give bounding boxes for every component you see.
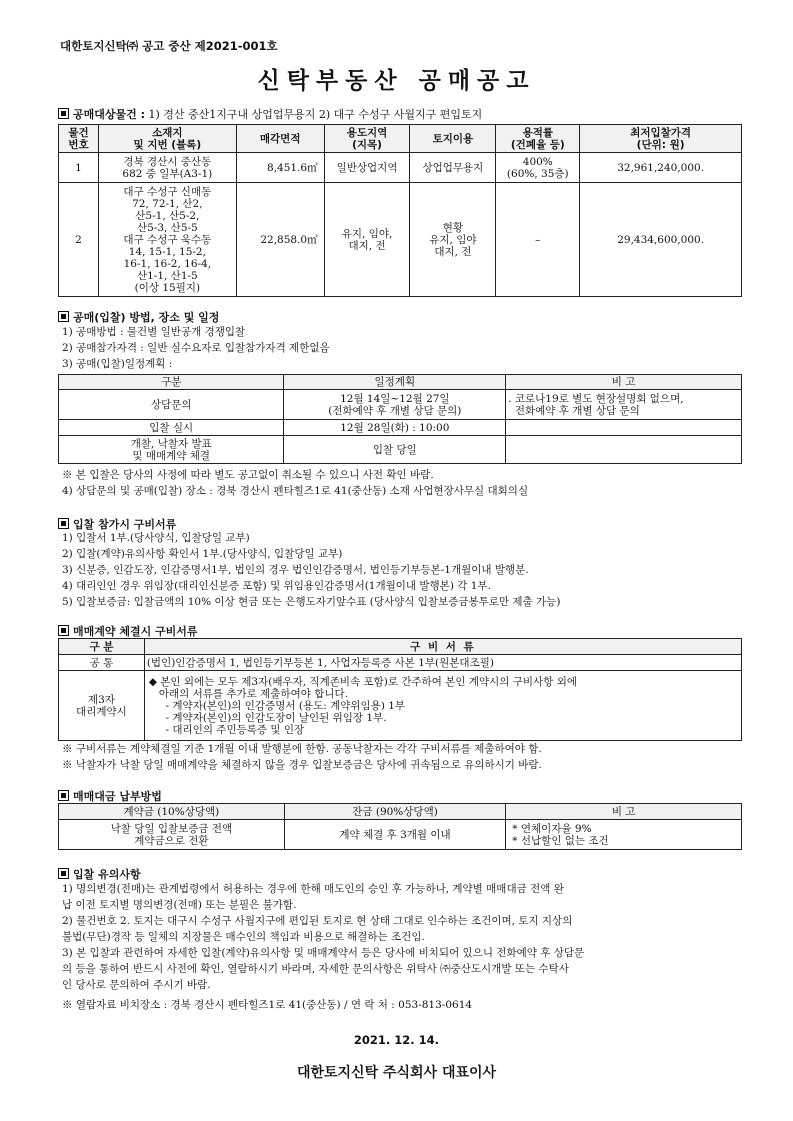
auction-method-lines — [62, 324, 330, 372]
contract-notes — [62, 741, 542, 773]
section-auction-method — [58, 309, 219, 325]
text-line: 1) 명의변경(전매)는 관계법령에서 허용하는 경우에 한해 매도인의 승인 후 가능하나, 계약별 매매대금 전액 완 — [62, 883, 564, 895]
section-bid-cautions — [58, 866, 141, 882]
table-cell: 12월 14일~12월 27일 (전화예약 후 개별 상담 문의) — [284, 390, 506, 420]
section-heading: 매매계약 체결시 구비서류 — [73, 625, 198, 638]
table-row — [59, 390, 742, 420]
square-bullet-icon — [58, 311, 69, 322]
text-line: 의 등을 통하여 반드시 사전에 확인, 열람하시기 바라며, 자세한 문의사항은 위탁사 ㈜중산도시개발 또는 수탁사 — [62, 963, 569, 975]
payment-table — [58, 803, 742, 850]
note-line: ※ 구비서류는 계약체결일 기준 1개월 이내 발행분에 한함. 공동낙찰자는 각각 구비서류를 제출하여야 함. — [62, 743, 542, 755]
table-cell — [144, 671, 741, 741]
section-heading: 입찰 참가시 구비서류 — [73, 518, 177, 531]
table-cell: 개찰, 낙찰자 발표 및 매매계약 체결 — [59, 436, 284, 464]
text-line: 5) 입찰보증금: 입찰금액의 10% 이상 현금 또는 은행도자기앞수표 (당사양식 입찰보증금봉투로만 제출 가능) — [62, 596, 561, 608]
col-header: 비 고 — [506, 804, 742, 820]
col-header: 계약금 (10%상당액) — [59, 804, 285, 820]
bid-documents-lines — [62, 530, 560, 610]
table-row — [59, 671, 742, 741]
col-header: 물건 번호 — [59, 125, 99, 153]
col-header: 용적률 (건폐율 등) — [496, 125, 580, 153]
table-cell: 입찰 당일 — [284, 436, 506, 464]
table-cell: 대구 수성구 신매동 72, 72-1, 산2, 산5-1, 산5-2, 산5-3, 산5-5 대구 수성구 욱수동 14, 15-1, 15-2, 16-1, 16-2, 16-4, 산1-1, 산1-5 (이상 15필지) — [98, 183, 236, 297]
text-line: 아래의 서류를 추가로 제출하여야 합니다. — [148, 687, 348, 700]
section-contract-documents — [58, 623, 198, 639]
note-line: ※ 낙찰자가 낙찰 당일 매매계약을 체결하지 않을 경우 입찰보증금은 당사에 귀속됨으로 유의하시기 바람. — [62, 759, 542, 771]
col-header: 비 고 — [506, 375, 742, 390]
section-heading: 입찰 유의사항 — [73, 868, 141, 881]
notice-title: 신탁부동산 공매공고 — [257, 68, 536, 94]
col-header: 토지이용 — [410, 125, 496, 153]
text-line: 2) 공매참가자격 : 일반 실수요자로 입찰참가자격 제한없음 — [62, 342, 330, 354]
col-header: 최저입찰가격 (단위: 원) — [580, 125, 742, 153]
section-target-property — [58, 106, 482, 122]
section-payment-method — [58, 788, 162, 804]
table-cell — [506, 436, 742, 464]
table-header-row — [59, 639, 742, 655]
note-line: 4) 상담문의 및 공매(입찰) 장소 : 경북 경산시 펜타힐즈1로 41(중산동) 소재 사업현장사무실 대회의실 — [62, 485, 529, 497]
text-line: - 대리인의 주민등록증 및 인장 — [148, 723, 305, 736]
text-line: 인 당사로 문의하여 주시기 바람. — [62, 979, 211, 991]
table-header-row — [59, 804, 742, 820]
col-header: 구 비 서 류 — [144, 639, 741, 655]
section-summary: 1) 경산 중산1지구내 상업업무용지 2) 대구 수성구 사월지구 편입토지 — [148, 108, 483, 121]
text-line: ◆ 본인 외에는 모두 제3자(배우자, 직계존비속 포함)로 간주하여 본인 계약시의 구비사항 외에 — [148, 675, 577, 688]
square-bullet-icon — [58, 108, 69, 119]
table-cell: 32,961,240,000. — [580, 153, 742, 183]
table-row — [59, 183, 742, 297]
col-header: 구분 — [59, 375, 284, 390]
table-row — [59, 420, 742, 436]
table-cell: . 코로나19로 별도 현장설명회 없으며, 전화예약 후 개별 상담 문의 — [506, 390, 742, 420]
col-header: 소재지 및 지번 (블록) — [98, 125, 236, 153]
table-header-row — [59, 125, 742, 153]
text-line: 1) 입찰서 1부.(당사양식, 입찰당일 교부) — [62, 532, 250, 544]
table-cell: 입찰 실시 — [59, 420, 284, 436]
text-line: 1) 공매방법 : 물건별 일반공개 경쟁입찰 — [62, 326, 246, 338]
col-header: 용도지역 (지목) — [324, 125, 410, 153]
table-cell: 낙찰 당일 입찰보증금 전액 계약금으로 전환 — [59, 820, 285, 850]
square-bullet-icon — [58, 625, 69, 636]
table-cell: 400% (60%, 35층) — [496, 153, 580, 183]
table-cell: 1 — [59, 153, 99, 183]
table-cell: 상업업무용지 — [410, 153, 496, 183]
col-header: 일정계획 — [284, 375, 506, 390]
text-line: 불법(무단)경작 등 일체의 지장물은 매수인의 책임과 비용으로 해결하는 조건임. — [62, 931, 425, 943]
table-cell: 경북 경산시 중산동 682 중 일부(A3-1) — [98, 153, 236, 183]
table-cell: 22,858.0㎡ — [236, 183, 324, 297]
text-line: 3) 공매(입찰)일정계획 : — [62, 358, 173, 370]
table-cell: 8,451.6㎡ — [236, 153, 324, 183]
text-line: 2) 입찰(계약)유의사항 확인서 1부.(당사양식, 입찰당일 교부) — [62, 548, 343, 560]
table-cell: 일반상업지역 — [324, 153, 410, 183]
contract-documents-table — [58, 638, 742, 741]
text-line: - 계약자(본인)의 인감증명서 (용도: 계약위임용) 1부 — [148, 699, 406, 712]
table-cell: 공 통 — [59, 655, 145, 671]
table-cell: 29,434,600,000. — [580, 183, 742, 297]
text-line: - 계약자(본인)의 인감도장이 날인된 위임장 1부. — [148, 711, 387, 724]
note-line: ※ 본 입찰은 당사의 사정에 따라 별도 공고없이 취소될 수 있으니 사전 확인 바람. — [62, 469, 434, 481]
bid-cautions-lines — [62, 881, 584, 993]
text-line: 3) 신분증, 인감도장, 인감증명서1부, 법인의 경우 법인인감증명서, 법인등기부등본-1개월이내 발행분. — [62, 564, 529, 576]
table-row — [59, 820, 742, 850]
text-line: 납 이전 토지별 명의변경(전매) 또는 분필은 불가함. — [62, 899, 297, 911]
schedule-notes — [62, 467, 528, 499]
table-row — [59, 655, 742, 671]
table-cell — [506, 420, 742, 436]
document-number: 대한토지신탁㈜ 공고 중산 제2021-001호 — [60, 39, 278, 53]
table-cell: 계약 체결 후 3개월 이내 — [284, 820, 506, 850]
table-header-row — [59, 375, 742, 390]
notice-date: 2021. 12. 14. — [353, 1033, 440, 1047]
table-cell: 제3자 대리계약시 — [59, 671, 145, 741]
section-heading: 공매대상물건 : — [73, 108, 145, 121]
table-cell: 12월 28일(화) : 10:00 — [284, 420, 506, 436]
square-bullet-icon — [58, 790, 69, 801]
property-table — [58, 124, 742, 297]
table-cell: 상담문의 — [59, 390, 284, 420]
col-header: 구 분 — [59, 639, 145, 655]
text-line: 3) 본 입찰과 관련하여 자세한 입찰(계약)유의사항 및 매매계약서 등은 당사에 비치되어 있으니 전화예약 후 상담문 — [62, 947, 585, 959]
table-cell: 유지, 임야, 대지, 전 — [324, 183, 410, 297]
table-cell: 2 — [59, 183, 99, 297]
schedule-table — [58, 374, 742, 464]
col-header: 잔금 (90%상당액) — [284, 804, 506, 820]
table-row — [59, 436, 742, 464]
table-cell: 현황 유지, 임야 대지, 전 — [410, 183, 496, 297]
text-line: 2) 물건번호 2. 토지는 대구시 수성구 사월지구에 편입된 토지로 현 상태 그대로 인수하는 조건이며, 토지 지상의 — [62, 915, 573, 927]
table-cell: * 연체이자율 9% * 선납할인 없는 조건 — [506, 820, 742, 850]
square-bullet-icon — [58, 868, 69, 879]
contact-info: ※ 열람자료 비치장소 : 경북 경산시 펜타힐즈1로 41(중산동) / 연 락 처 : 053-813-0614 — [62, 999, 473, 1011]
text-line: 4) 대리인인 경우 위임장(대리인신분증 포함) 및 위임용인감증명서(1개월이내 발행본) 각 1부. — [62, 580, 491, 592]
signer-name: 대한토지신탁 주식회사 대표이사 — [296, 1065, 497, 1081]
col-header: 매각면적 — [236, 125, 324, 153]
section-heading: 공매(입찰) 방법, 장소 및 일정 — [73, 311, 220, 324]
square-bullet-icon — [58, 518, 69, 529]
table-cell: (법인)인감증명서 1, 법인등기부등본 1, 사업자등록증 사본 1부(원본대조필) — [144, 655, 741, 671]
table-cell: – — [496, 183, 580, 297]
section-heading: 매매대금 납부방법 — [73, 790, 162, 803]
table-row — [59, 153, 742, 183]
